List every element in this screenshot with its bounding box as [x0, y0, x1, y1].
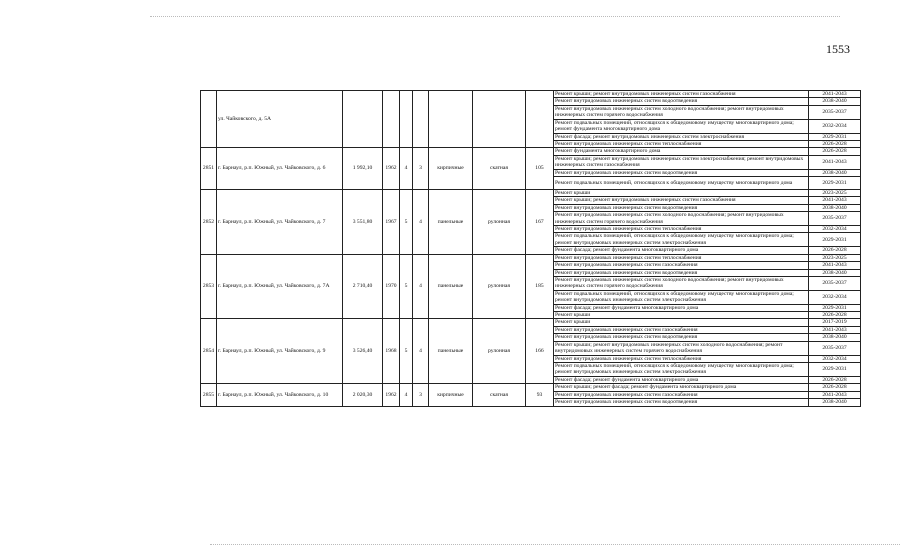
work-type-cell: Ремонт крыши; ремонт фасада; ремонт фундамента многоквартирного дома — [554, 384, 809, 391]
period-cell: 2038-2040 — [809, 98, 861, 105]
period-cell: 2041-2043 — [809, 391, 861, 398]
walls-cell: панельные — [429, 189, 473, 254]
floors-cell: 4 — [400, 148, 413, 189]
work-type-cell: Ремонт крыши; ремонт внутридомовых инженерных систем электроснабжения; ремонт внутридомовых инженерных систем газоснабжения — [554, 155, 809, 169]
period-cell: 2032-2034 — [809, 355, 861, 362]
period-cell: 2035-2037 — [809, 341, 861, 355]
table-row — [201, 91, 861, 98]
roof-cell: скатная — [473, 384, 526, 406]
roof-cell — [473, 91, 526, 148]
address-cell: г. Барнаул, р.п. Южный, ул. Чайковского, д. 7А — [217, 254, 343, 319]
work-type-cell: Ремонт внутридомовых инженерных систем водоотведения — [554, 399, 809, 406]
work-type-cell: Ремонт внутридомовых инженерных систем холодного водоснабжения; ремонт внутридомовых инженерных систем горячего водоснабжения — [554, 105, 809, 119]
entrances-cell: 4 — [413, 254, 429, 319]
scan-edge-bottom — [210, 544, 900, 545]
work-type-cell: Ремонт внутридомовых инженерных систем водоотведения — [554, 334, 809, 341]
period-cell: 2026-2028 — [809, 384, 861, 391]
floors-cell: 5 — [400, 254, 413, 319]
floors-cell: 5 — [400, 319, 413, 384]
apartments-cell: 93 — [526, 384, 554, 406]
period-cell: 2038-2040 — [809, 269, 861, 276]
work-type-cell: Ремонт подвальных помещений, относящихся к общедомовому имуществу многоквартирного дома; ремонт внутридомовых инженерных систем электроснабжения — [554, 362, 809, 376]
period-cell: 2026-2028 — [809, 376, 861, 383]
work-type-cell: Ремонт подвальных помещений, относящихся к общедомовому имуществу многоквартирного дома; ремонт внутридомовых инженерных систем электроснабжения — [554, 233, 809, 247]
period-cell: 2017-2019 — [809, 319, 861, 326]
period-cell: 2041-2043 — [809, 262, 861, 269]
work-type-cell: Ремонт подвальных помещений, относящихся к общедомовому имуществу многоквартирного дома; ремонт фундамента многоквартирного дома — [554, 119, 809, 133]
period-cell: 2032-2034 — [809, 119, 861, 133]
work-type-cell: Ремонт внутридомовых инженерных систем теплоснабжения — [554, 254, 809, 261]
walls-cell: кирпичные — [429, 148, 473, 189]
period-cell: 2029-2031 — [809, 304, 861, 311]
area-cell: 2 710,40 — [343, 254, 383, 319]
walls-cell — [429, 91, 473, 148]
floors-cell: 5 — [400, 189, 413, 254]
roof-cell: рулонная — [473, 189, 526, 254]
work-type-cell: Ремонт фасада; ремонт фундамента многоквартирного дома — [554, 247, 809, 254]
area-cell: 3 526,40 — [343, 319, 383, 384]
entrances-cell: 3 — [413, 148, 429, 189]
record-number-cell: 2852 — [201, 189, 217, 254]
work-type-cell: Ремонт фасада; ремонт фундамента многоквартирного дома — [554, 376, 809, 383]
period-cell: 2035-2037 — [809, 212, 861, 226]
period-cell: 2041-2043 — [809, 91, 861, 98]
floors-cell — [400, 91, 413, 148]
work-type-cell: Ремонт внутридомовых инженерных систем газоснабжения — [554, 262, 809, 269]
work-type-cell: Ремонт фундамента многоквартирного дома — [554, 148, 809, 155]
address-cell: г. Барнаул, р.п. Южный, ул. Чайковского, д. 9 — [217, 319, 343, 384]
work-type-cell: Ремонт внутридомовых инженерных систем теплоснабжения — [554, 355, 809, 362]
record-number-cell: 2851 — [201, 148, 217, 189]
entrances-cell: 4 — [413, 189, 429, 254]
work-type-cell: Ремонт внутридомовых инженерных систем теплоснабжения — [554, 225, 809, 232]
period-cell: 2029-2031 — [809, 233, 861, 247]
period-cell: 2032-2034 — [809, 290, 861, 304]
work-type-cell: Ремонт фасада; ремонт внутридомовых инженерных систем электроснабжения — [554, 133, 809, 140]
apartments-cell: 167 — [526, 189, 554, 254]
year-cell — [383, 91, 400, 148]
period-cell: 2038-2040 — [809, 204, 861, 211]
period-cell: 2032-2034 — [809, 225, 861, 232]
record-number-cell — [201, 91, 217, 148]
period-cell: 2023-2025 — [809, 189, 861, 196]
walls-cell: кирпичные — [429, 384, 473, 406]
scan-edge-top — [150, 16, 840, 17]
address-cell: ул. Чайковского, д. 5А — [217, 91, 343, 148]
entrances-cell — [413, 91, 429, 148]
year-cell: 1970 — [383, 254, 400, 319]
area-cell: 1 992,10 — [343, 148, 383, 189]
table-row — [201, 148, 861, 155]
work-type-cell: Ремонт крыши — [554, 312, 809, 319]
period-cell: 2041-2043 — [809, 155, 861, 169]
apartments-cell: 105 — [526, 148, 554, 189]
roof-cell: рулонная — [473, 254, 526, 319]
period-cell: 2038-2040 — [809, 169, 861, 176]
apartments-cell — [526, 91, 554, 148]
work-type-cell: Ремонт внутридомовых инженерных систем газоснабжения — [554, 391, 809, 398]
area-cell: 2 020,30 — [343, 384, 383, 406]
work-type-cell: Ремонт внутридомовых инженерных систем водоотведения — [554, 169, 809, 176]
apartments-cell: 166 — [526, 319, 554, 384]
entrances-cell: 4 — [413, 319, 429, 384]
record-number-cell: 2854 — [201, 319, 217, 384]
period-cell: 2035-2037 — [809, 276, 861, 290]
period-cell: 2038-2040 — [809, 399, 861, 406]
address-cell: г. Барнаул, р.п. Южный, ул. Чайковского, д. 6 — [217, 148, 343, 189]
period-cell: 2026-2028 — [809, 148, 861, 155]
table-row — [201, 319, 861, 326]
walls-cell: панельные — [429, 319, 473, 384]
roof-cell: скатная — [473, 148, 526, 189]
period-cell: 2023-2025 — [809, 254, 861, 261]
capital-repair-table — [200, 90, 861, 407]
period-cell: 2029-2031 — [809, 362, 861, 376]
address-cell: г. Барнаул, р.п. Южный, ул. Чайковского, д. 10 — [217, 384, 343, 406]
period-cell: 2041-2043 — [809, 326, 861, 333]
period-cell: 2035-2037 — [809, 105, 861, 119]
work-type-cell: Ремонт внутридомовых инженерных систем теплоснабжения — [554, 140, 809, 147]
work-type-cell: Ремонт крыши — [554, 189, 809, 196]
period-cell: 2026-2028 — [809, 247, 861, 254]
year-cell: 1967 — [383, 189, 400, 254]
record-number-cell: 2855 — [201, 384, 217, 406]
table-row — [201, 254, 861, 261]
page-number: 1553 — [826, 42, 850, 56]
work-type-cell: Ремонт внутридомовых инженерных систем холодного водоснабжения; ремонт внутридомовых инженерных систем горячего водоснабжения — [554, 212, 809, 226]
work-type-cell: Ремонт крыши; ремонт внутридомовых инженерных систем холодного водоснабжения; ремонт внутридомовых инженерных систем горячего водоснабжения — [554, 341, 809, 355]
period-cell: 2038-2040 — [809, 334, 861, 341]
entrances-cell: 3 — [413, 384, 429, 406]
table-row — [201, 384, 861, 391]
period-cell: 2029-2031 — [809, 177, 861, 190]
roof-cell: рулонная — [473, 319, 526, 384]
work-type-cell: Ремонт крыши — [554, 319, 809, 326]
floors-cell: 4 — [400, 384, 413, 406]
period-cell: 2026-2028 — [809, 312, 861, 319]
period-cell: 2026-2028 — [809, 140, 861, 147]
area-cell — [343, 91, 383, 148]
work-type-cell: Ремонт крыши; ремонт внутридомовых инженерных систем газоснабжения — [554, 91, 809, 98]
address-cell: г. Барнаул, р.п. Южный, ул. Чайковского, д. 7 — [217, 189, 343, 254]
work-type-cell: Ремонт внутридомовых инженерных систем водоотведения — [554, 204, 809, 211]
apartments-cell: 185 — [526, 254, 554, 319]
period-cell: 2041-2043 — [809, 197, 861, 204]
work-type-cell: Ремонт подвальных помещений, относящихся к общедомовому имуществу многоквартирного дома — [554, 177, 809, 190]
work-type-cell: Ремонт фасада; ремонт фундамента многоквартирного дома — [554, 304, 809, 311]
work-type-cell: Ремонт внутридомовых инженерных систем холодного водоснабжения; ремонт внутридомовых инженерных систем горячего водоснабжения — [554, 276, 809, 290]
walls-cell: панельные — [429, 254, 473, 319]
table-row — [201, 189, 861, 196]
period-cell: 2029-2031 — [809, 133, 861, 140]
work-type-cell: Ремонт крыши; ремонт внутридомовых инженерных систем газоснабжения — [554, 197, 809, 204]
year-cell: 1968 — [383, 319, 400, 384]
work-type-cell: Ремонт внутридомовых инженерных систем водоотведения — [554, 98, 809, 105]
year-cell: 1962 — [383, 148, 400, 189]
work-type-cell: Ремонт внутридомовых инженерных систем газоснабжения — [554, 326, 809, 333]
work-type-cell: Ремонт внутридомовых инженерных систем водоотведения — [554, 269, 809, 276]
year-cell: 1962 — [383, 384, 400, 406]
work-type-cell: Ремонт подвальных помещений, относящихся к общедомовому имуществу многоквартирного дома; ремонт внутридомовых инженерных систем электроснабжения — [554, 290, 809, 304]
record-number-cell: 2853 — [201, 254, 217, 319]
area-cell: 3 551,80 — [343, 189, 383, 254]
